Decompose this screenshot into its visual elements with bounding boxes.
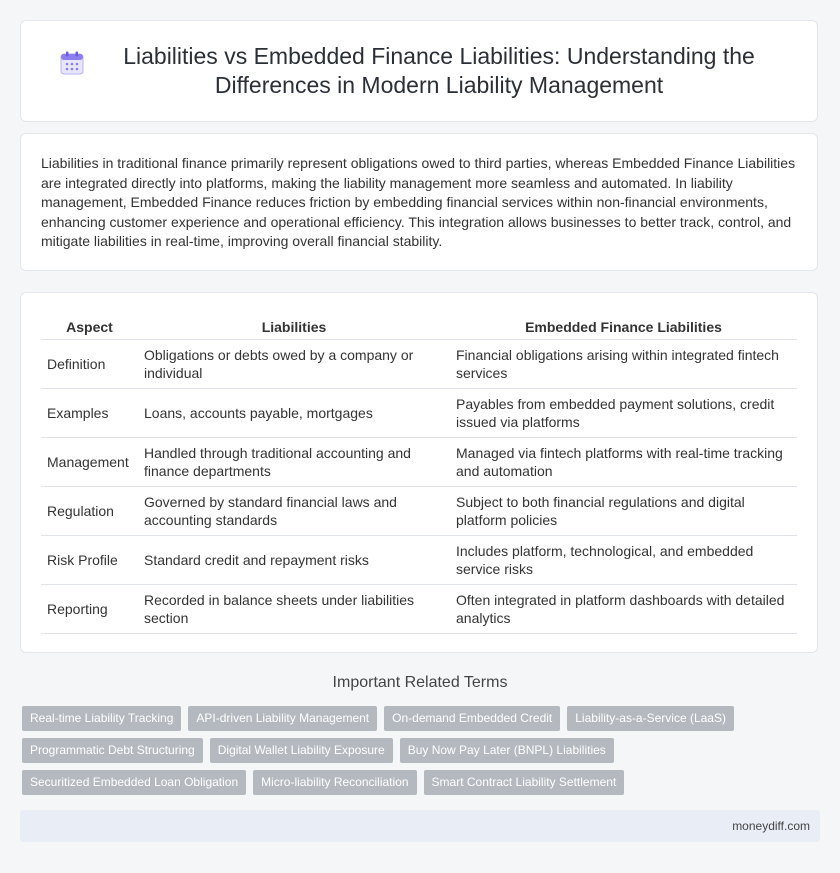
aspect-cell: Regulation bbox=[41, 487, 138, 536]
column-header: Liabilities bbox=[138, 313, 450, 340]
table-row bbox=[41, 585, 797, 634]
table-row bbox=[41, 487, 797, 536]
embedded-cell: Subject to both financial regulations and digital platform policies bbox=[450, 487, 797, 536]
related-terms-title: Important Related Terms bbox=[332, 674, 508, 691]
liabilities-cell: Governed by standard financial laws and accounting standards bbox=[138, 487, 450, 536]
intro-card bbox=[20, 133, 818, 271]
related-term-tag[interactable]: Programmatic Debt Structuring bbox=[22, 738, 203, 763]
column-header: Aspect bbox=[41, 313, 138, 340]
column-header: Embedded Finance Liabilities bbox=[450, 313, 797, 340]
related-term-tag[interactable]: Micro-liability Reconciliation bbox=[253, 770, 416, 795]
related-term-tag[interactable]: Smart Contract Liability Settlement bbox=[424, 770, 625, 795]
intro-paragraph: Liabilities in traditional finance primarily represent obligations owed to third parties, whereas Embedded Finance Liabilities are integrated directly into platforms, making the liability management more seamless and automated. In liability management, Embedded Finance reduces friction by embedding financial services within non-financial environments, enhancing customer experience and operational efficiency. This integration allows businesses to better track, control, and mitigate liabilities in real-time, improving overall financial stability. bbox=[41, 155, 796, 249]
tag-row bbox=[22, 738, 822, 763]
liabilities-cell: Standard credit and repayment risks bbox=[138, 536, 450, 585]
table-row bbox=[41, 389, 797, 438]
table-row bbox=[41, 438, 797, 487]
tag-row bbox=[22, 706, 822, 731]
footer-bar bbox=[20, 810, 820, 842]
footer-site-link[interactable]: moneydiff.com bbox=[732, 819, 810, 833]
embedded-cell: Managed via fintech platforms with real-time tracking and automation bbox=[450, 438, 797, 487]
liabilities-cell: Recorded in balance sheets under liabilities section bbox=[138, 585, 450, 634]
related-term-tag[interactable]: Liability-as-a-Service (LaaS) bbox=[567, 706, 734, 731]
table-row bbox=[41, 340, 797, 389]
table-row bbox=[41, 536, 797, 585]
aspect-cell: Examples bbox=[41, 389, 138, 438]
comparison-card bbox=[20, 292, 818, 653]
embedded-cell: Includes platform, technological, and embedded service risks bbox=[450, 536, 797, 585]
related-term-tag[interactable]: On-demand Embedded Credit bbox=[384, 706, 560, 731]
related-term-tag[interactable]: Digital Wallet Liability Exposure bbox=[210, 738, 393, 763]
page-title: Liabilities vs Embedded Finance Liabilities: Understanding the Differences in Modern Liability Management bbox=[123, 43, 755, 98]
aspect-cell: Risk Profile bbox=[41, 536, 138, 585]
related-terms-list bbox=[22, 706, 822, 802]
embedded-cell: Financial obligations arising within integrated fintech services bbox=[450, 340, 797, 389]
calendar-icon bbox=[59, 50, 85, 81]
embedded-cell: Payables from embedded payment solutions, credit issued via platforms bbox=[450, 389, 797, 438]
related-term-tag[interactable]: Securitized Embedded Loan Obligation bbox=[22, 770, 246, 795]
related-term-tag[interactable]: API-driven Liability Management bbox=[188, 706, 377, 731]
aspect-cell: Management bbox=[41, 438, 138, 487]
liabilities-cell: Loans, accounts payable, mortgages bbox=[138, 389, 450, 438]
related-term-tag[interactable]: Buy Now Pay Later (BNPL) Liabilities bbox=[400, 738, 614, 763]
aspect-cell: Definition bbox=[41, 340, 138, 389]
table-header-row bbox=[41, 313, 797, 340]
liabilities-cell: Obligations or debts owed by a company or individual bbox=[138, 340, 450, 389]
aspect-cell: Reporting bbox=[41, 585, 138, 634]
liabilities-cell: Handled through traditional accounting and finance departments bbox=[138, 438, 450, 487]
header-card bbox=[20, 20, 818, 122]
embedded-cell: Often integrated in platform dashboards with detailed analytics bbox=[450, 585, 797, 634]
comparison-table bbox=[41, 313, 797, 634]
related-term-tag[interactable]: Real-time Liability Tracking bbox=[22, 706, 181, 731]
tag-row bbox=[22, 770, 822, 795]
